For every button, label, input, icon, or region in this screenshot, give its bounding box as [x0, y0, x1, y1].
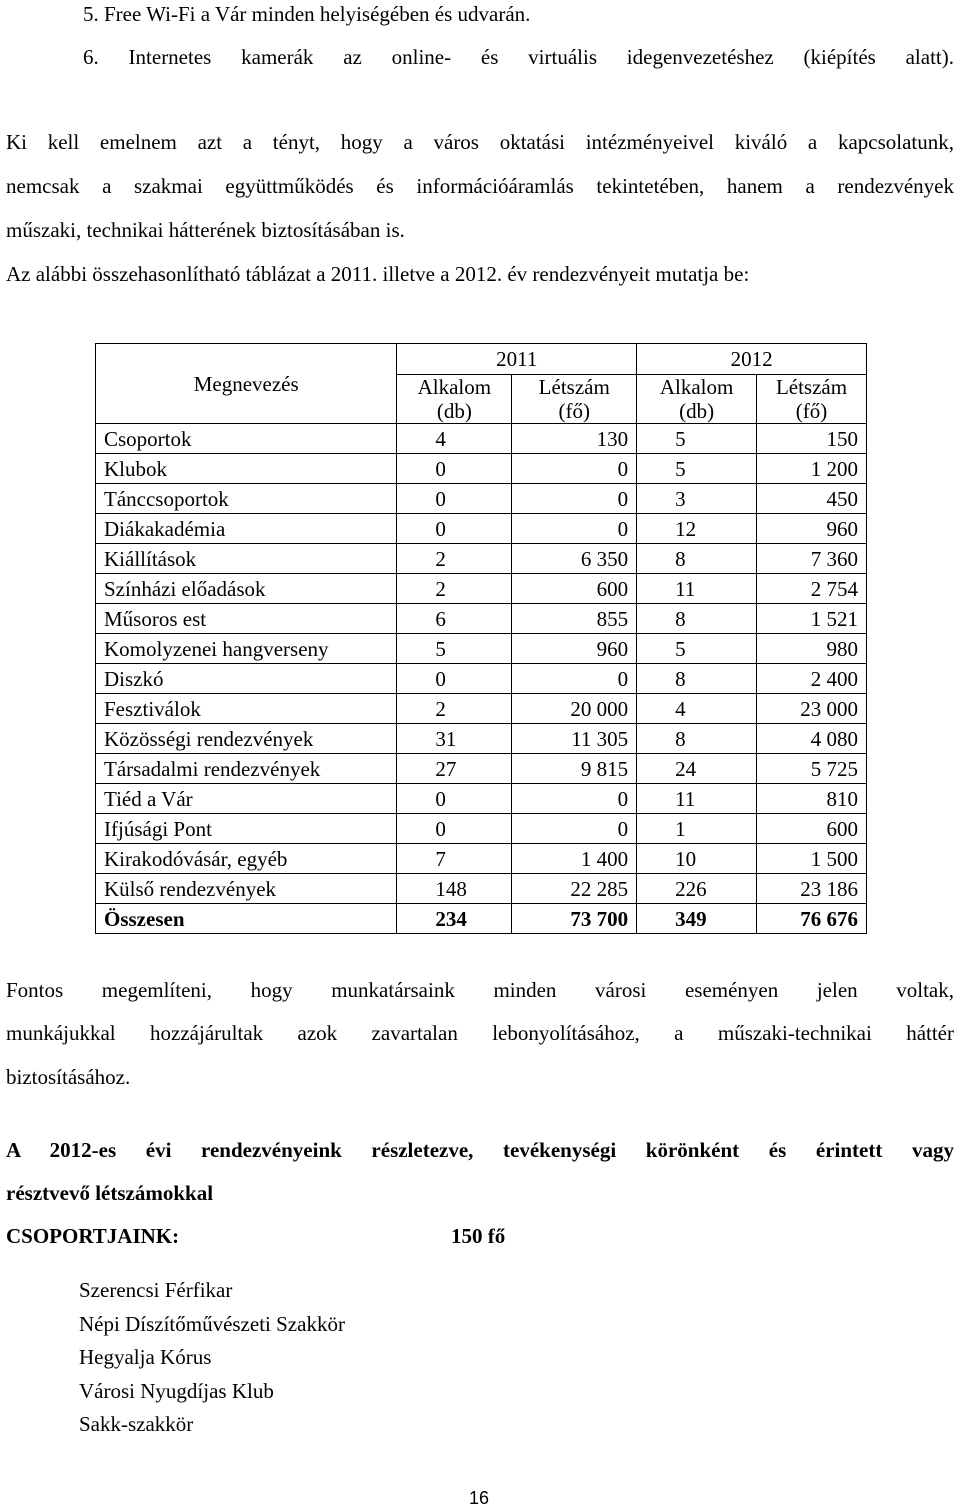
table-row — [96, 484, 867, 514]
table-row — [96, 574, 867, 604]
table-body — [96, 424, 867, 904]
table-row — [96, 844, 867, 874]
alkalom-2012: 226 — [637, 874, 757, 904]
letszam-2012: 2 754 — [757, 574, 867, 604]
alkalom-2011: 31 — [397, 724, 512, 754]
letszam-2011: 855 — [512, 604, 637, 634]
groups-label: CSOPORTJAINK: — [6, 1224, 180, 1248]
header-letszam-2012: Létszám (fő) — [757, 375, 867, 424]
row-label: Diákakadémia — [96, 514, 397, 544]
alkalom-2012: 8 — [637, 724, 757, 754]
page-number: 16 — [469, 1488, 490, 1508]
alkalom-2011: 2 — [397, 574, 512, 604]
intro-line-3: műszaki, technikai hátterének biztosításában is. — [6, 218, 405, 242]
letszam-2012: 4 080 — [757, 724, 867, 754]
group-item: Népi Díszítőművészeti Szakkör — [79, 1312, 345, 1336]
table-total-row — [96, 904, 867, 934]
group-item: Városi Nyugdíjas Klub — [79, 1379, 274, 1403]
groups-count: 150 fő — [451, 1224, 506, 1248]
letszam-2011: 0 — [512, 784, 637, 814]
intro-line-1: Ki kell emelnem azt a tényt, hogy a város oktatási intézményeivel kiváló a kapcsolatunk, — [6, 130, 954, 154]
letszam-2012: 23 000 — [757, 694, 867, 724]
row-label: Komolyzenei hangverseny — [96, 634, 397, 664]
alkalom-2012: 1 — [637, 814, 757, 844]
row-label: Klubok — [96, 454, 397, 484]
alkalom-2011: 2 — [397, 544, 512, 574]
letszam-2011: 9 815 — [512, 754, 637, 784]
letszam-2012: 1 500 — [757, 844, 867, 874]
alkalom-2011: 148 — [397, 874, 512, 904]
alkalom-2012: 8 — [637, 604, 757, 634]
alkalom-2012: 8 — [637, 544, 757, 574]
alkalom-2012: 8 — [637, 664, 757, 694]
letszam-2012: 150 — [757, 424, 867, 454]
alkalom-2011: 5 — [397, 634, 512, 664]
table-row — [96, 454, 867, 484]
total-alkalom-2011: 234 — [397, 904, 512, 934]
letszam-2012: 960 — [757, 514, 867, 544]
header-alkalom-2012: Alkalom (db) — [637, 375, 757, 424]
letszam-2012: 1 200 — [757, 454, 867, 484]
letszam-2011: 0 — [512, 454, 637, 484]
letszam-2011: 1 400 — [512, 844, 637, 874]
table-row — [96, 784, 867, 814]
letszam-2012: 600 — [757, 814, 867, 844]
letszam-2011: 0 — [512, 514, 637, 544]
letszam-2012: 23 186 — [757, 874, 867, 904]
alkalom-2011: 2 — [397, 694, 512, 724]
row-label: Közösségi rendezvények — [96, 724, 397, 754]
list-item-wifi: 5. Free Wi-Fi a Vár minden helyiségében és udvarán. — [83, 2, 531, 26]
letszam-2011: 600 — [512, 574, 637, 604]
table-row — [96, 604, 867, 634]
table-row — [96, 724, 867, 754]
alkalom-2011: 0 — [397, 514, 512, 544]
letszam-2012: 980 — [757, 634, 867, 664]
note-line-1: Fontos megemlíteni, hogy munkatársaink minden városi eseményen jelen voltak, — [6, 978, 954, 1002]
total-alkalom-2012: 349 — [637, 904, 757, 934]
alkalom-2011: 4 — [397, 424, 512, 454]
total-label: Összesen — [96, 904, 397, 934]
alkalom-2011: 0 — [397, 454, 512, 484]
letszam-2012: 450 — [757, 484, 867, 514]
table-row — [96, 664, 867, 694]
letszam-2011: 960 — [512, 634, 637, 664]
table-row — [96, 694, 867, 724]
letszam-2012: 5 725 — [757, 754, 867, 784]
row-label: Kirakodóvásár, egyéb — [96, 844, 397, 874]
note-line-2: munkájukkal hozzájárultak azok zavartalan lebonyolításához, a műszaki-technikai háttér — [6, 1021, 954, 1045]
table-row — [96, 544, 867, 574]
alkalom-2012: 4 — [637, 694, 757, 724]
letszam-2011: 0 — [512, 664, 637, 694]
table-row — [96, 754, 867, 784]
alkalom-2012: 11 — [637, 574, 757, 604]
group-item: Hegyalja Kórus — [79, 1345, 212, 1369]
row-label: Ifjúsági Pont — [96, 814, 397, 844]
header-alkalom-2011: Alkalom (db) — [397, 375, 512, 424]
letszam-2012: 2 400 — [757, 664, 867, 694]
alkalom-2012: 24 — [637, 754, 757, 784]
alkalom-2012: 5 — [637, 634, 757, 664]
alkalom-2011: 0 — [397, 484, 512, 514]
alkalom-2012: 11 — [637, 784, 757, 814]
events-comparison-table — [95, 343, 867, 934]
letszam-2011: 20 000 — [512, 694, 637, 724]
section-heading-line-2: résztvevő létszámokkal — [6, 1181, 214, 1205]
header-name: Megnevezés — [96, 344, 397, 424]
alkalom-2011: 0 — [397, 664, 512, 694]
intro-line-2: nemcsak a szakmai együttműködés és információáramlás tekintetében, hanem a rendezvények — [6, 174, 954, 198]
letszam-2011: 11 305 — [512, 724, 637, 754]
note-line-3: biztosításához. — [6, 1065, 131, 1089]
row-label: Kiállítások — [96, 544, 397, 574]
alkalom-2011: 6 — [397, 604, 512, 634]
row-label: Fesztiválok — [96, 694, 397, 724]
alkalom-2012: 10 — [637, 844, 757, 874]
alkalom-2012: 3 — [637, 484, 757, 514]
alkalom-2012: 5 — [637, 454, 757, 484]
row-label: Külső rendezvények — [96, 874, 397, 904]
row-label: Színházi előadások — [96, 574, 397, 604]
row-label: Műsoros est — [96, 604, 397, 634]
letszam-2012: 1 521 — [757, 604, 867, 634]
row-label: Csoportok — [96, 424, 397, 454]
group-item: Sakk-szakkör — [79, 1412, 194, 1436]
alkalom-2012: 5 — [637, 424, 757, 454]
group-item: Szerencsi Férfikar — [79, 1278, 233, 1302]
total-letszam-2011: 73 700 — [512, 904, 637, 934]
table-row — [96, 814, 867, 844]
table-row — [96, 874, 867, 904]
alkalom-2011: 27 — [397, 754, 512, 784]
alkalom-2011: 0 — [397, 784, 512, 814]
section-heading-line-1: A 2012-es évi rendezvényeink részletezve, tevékenységi körönként és érintett vagy — [6, 1138, 954, 1162]
letszam-2012: 810 — [757, 784, 867, 814]
intro-line-4: Az alábbi összehasonlítható táblázat a 2011. illetve a 2012. év rendezvényeit mutatja be: — [6, 262, 750, 286]
alkalom-2011: 7 — [397, 844, 512, 874]
header-letszam-2011: Létszám (fő) — [512, 375, 637, 424]
header-year-2012: 2012 — [637, 344, 867, 375]
letszam-2011: 0 — [512, 484, 637, 514]
table-row — [96, 514, 867, 544]
header-year-2011: 2011 — [397, 344, 637, 375]
total-letszam-2012: 76 676 — [757, 904, 867, 934]
table-row — [96, 634, 867, 664]
letszam-2011: 6 350 — [512, 544, 637, 574]
row-label: Tiéd a Vár — [96, 784, 397, 814]
table-row — [96, 424, 867, 454]
alkalom-2012: 12 — [637, 514, 757, 544]
letszam-2011: 22 285 — [512, 874, 637, 904]
letszam-2011: 0 — [512, 814, 637, 844]
alkalom-2011: 0 — [397, 814, 512, 844]
letszam-2012: 7 360 — [757, 544, 867, 574]
row-label: Diszkó — [96, 664, 397, 694]
letszam-2011: 130 — [512, 424, 637, 454]
row-label: Társadalmi rendezvények — [96, 754, 397, 784]
list-item-cameras: 6. Internetes kamerák az online- és virtuális idegenvezetéshez (kiépítés alatt). — [83, 45, 954, 69]
row-label: Tánccsoportok — [96, 484, 397, 514]
